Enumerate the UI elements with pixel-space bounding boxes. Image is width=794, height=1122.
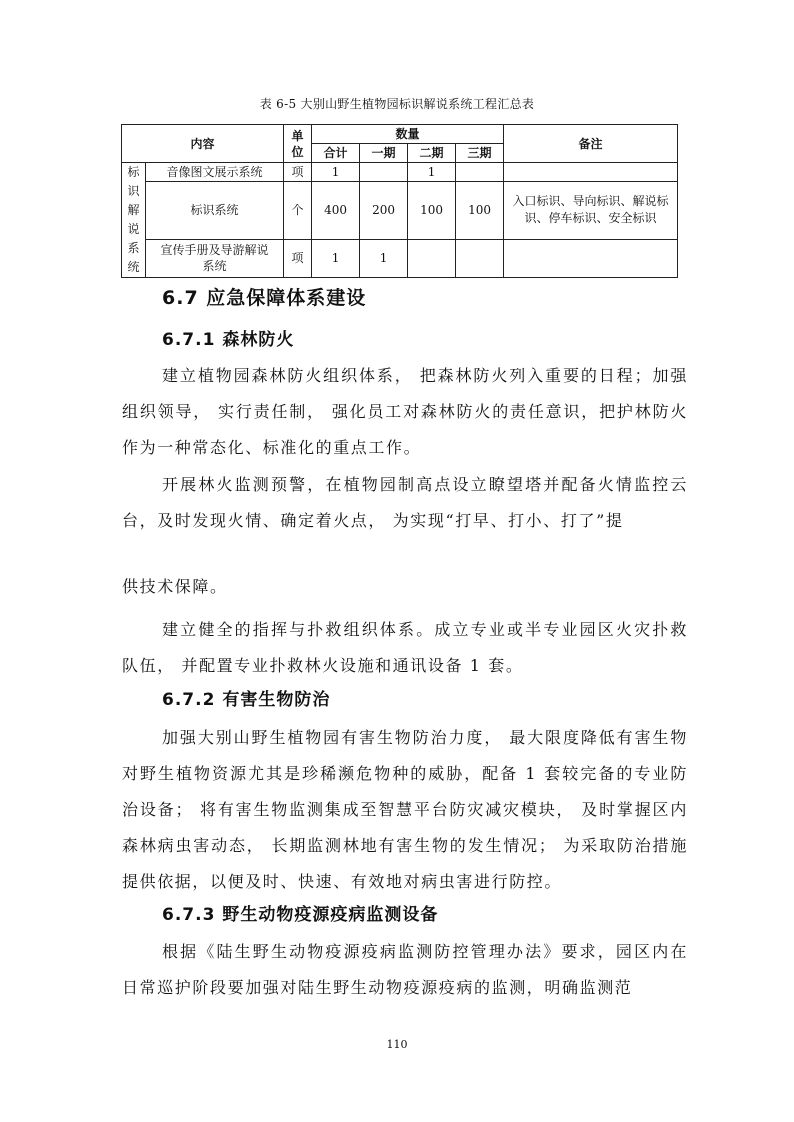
row-name-text: 宣传手册及导游解说系统 (160, 243, 269, 274)
table-row (122, 239, 678, 277)
group-label-char: 标 (127, 165, 140, 179)
section-heading: 6.7 应急保障体系建设 (162, 287, 367, 309)
row-remark (504, 163, 678, 182)
row-phase1 (360, 163, 408, 182)
paragraph: 根据《陆生野生动物疫源疫病监测防控管理办法》要求，园区内在日常巡护阶段要加强对陆生野生动物疫源疫病的监测，明确监测范 (122, 942, 688, 997)
subsection-heading: 6.7.2 有害生物防治 (162, 690, 331, 710)
header-phase2: 二期 (408, 144, 456, 163)
row-remark: 入口标识、导向标识、解说标识、停车标识、安全标识 (504, 182, 678, 240)
row-name: 标识系统 (146, 182, 284, 240)
row-remark (504, 239, 678, 277)
header-total: 合计 (312, 144, 360, 163)
subsection-heading: 6.7.3 野生动物疫源疫病监测设备 (162, 905, 439, 925)
summary-table (121, 124, 678, 278)
paragraph: 建立健全的指挥与扑救组织体系。成立专业或半专业园区火灾扑救队伍， 并配置专业扑救林火设施和通讯设备 1 套。 (122, 620, 688, 675)
row-unit: 项 (284, 239, 312, 277)
row-total: 400 (312, 182, 360, 240)
group-label-char: 统 (127, 260, 140, 274)
header-phase1: 一期 (360, 144, 408, 163)
row-phase2: 1 (408, 163, 456, 182)
table-row (122, 182, 678, 240)
group-label-char: 解 (127, 203, 140, 217)
group-label-char: 系 (127, 241, 140, 255)
group-label-char: 说 (127, 222, 140, 236)
paragraph: 供技术保障。 (122, 577, 228, 596)
row-name: 音像图文展示系统 (146, 163, 284, 182)
group-label-char: 识 (127, 184, 140, 198)
row-phase3 (456, 239, 504, 277)
header-quantity: 数量 (312, 125, 504, 144)
page-number: 110 (386, 1038, 408, 1051)
row-phase1: 1 (360, 239, 408, 277)
row-unit: 个 (284, 182, 312, 240)
header-remark: 备注 (504, 125, 678, 163)
paragraph: 建立植物园森林防火组织体系， 把森林防火列入重要的日程；加强组织领导， 实行责任制， 强化员工对森林防火的责任意识，把护林防火作为一种常态化、标准化的重点工作。 (122, 366, 688, 457)
table-row (122, 163, 678, 182)
row-phase2: 100 (408, 182, 456, 240)
table-caption: 表 6-5 大别山野生植物园标识解说系统工程汇总表 (259, 97, 535, 111)
table-header-row (122, 125, 678, 144)
paragraph: 加强大别山野生植物园有害生物防治力度， 最大限度降低有害生物对野生植物资源尤其是珍稀濒危物种的威胁，配备 1 套较完备的专业防治设备； 将有害生物监测集成至智慧平台防灾减灾模块， 及时掌握区内森林病虫害动态， 长期监测林地有害生物的发生情况； 为采取防治措施提供依据，以便及时、快速、有效地对病虫害进行防控。 (122, 728, 688, 891)
header-phase3: 三期 (456, 144, 504, 163)
row-phase3: 100 (456, 182, 504, 240)
paragraph: 开展林火监测预警，在植物园制高点设立瞭望塔并配备火情监控云台，及时发现火情、确定着火点， 为实现“打早、打小、打了”提 (122, 475, 688, 530)
header-content: 内容 (122, 125, 284, 163)
row-total: 1 (312, 239, 360, 277)
group-label (122, 163, 146, 278)
subsection-heading: 6.7.1 森林防火 (162, 330, 295, 350)
row-phase3 (456, 163, 504, 182)
row-name (146, 239, 284, 277)
header-unit-text: 单位 (291, 128, 304, 159)
row-phase2 (408, 239, 456, 277)
row-total: 1 (312, 163, 360, 182)
row-phase1: 200 (360, 182, 408, 240)
header-unit (284, 125, 312, 163)
row-unit: 项 (284, 163, 312, 182)
